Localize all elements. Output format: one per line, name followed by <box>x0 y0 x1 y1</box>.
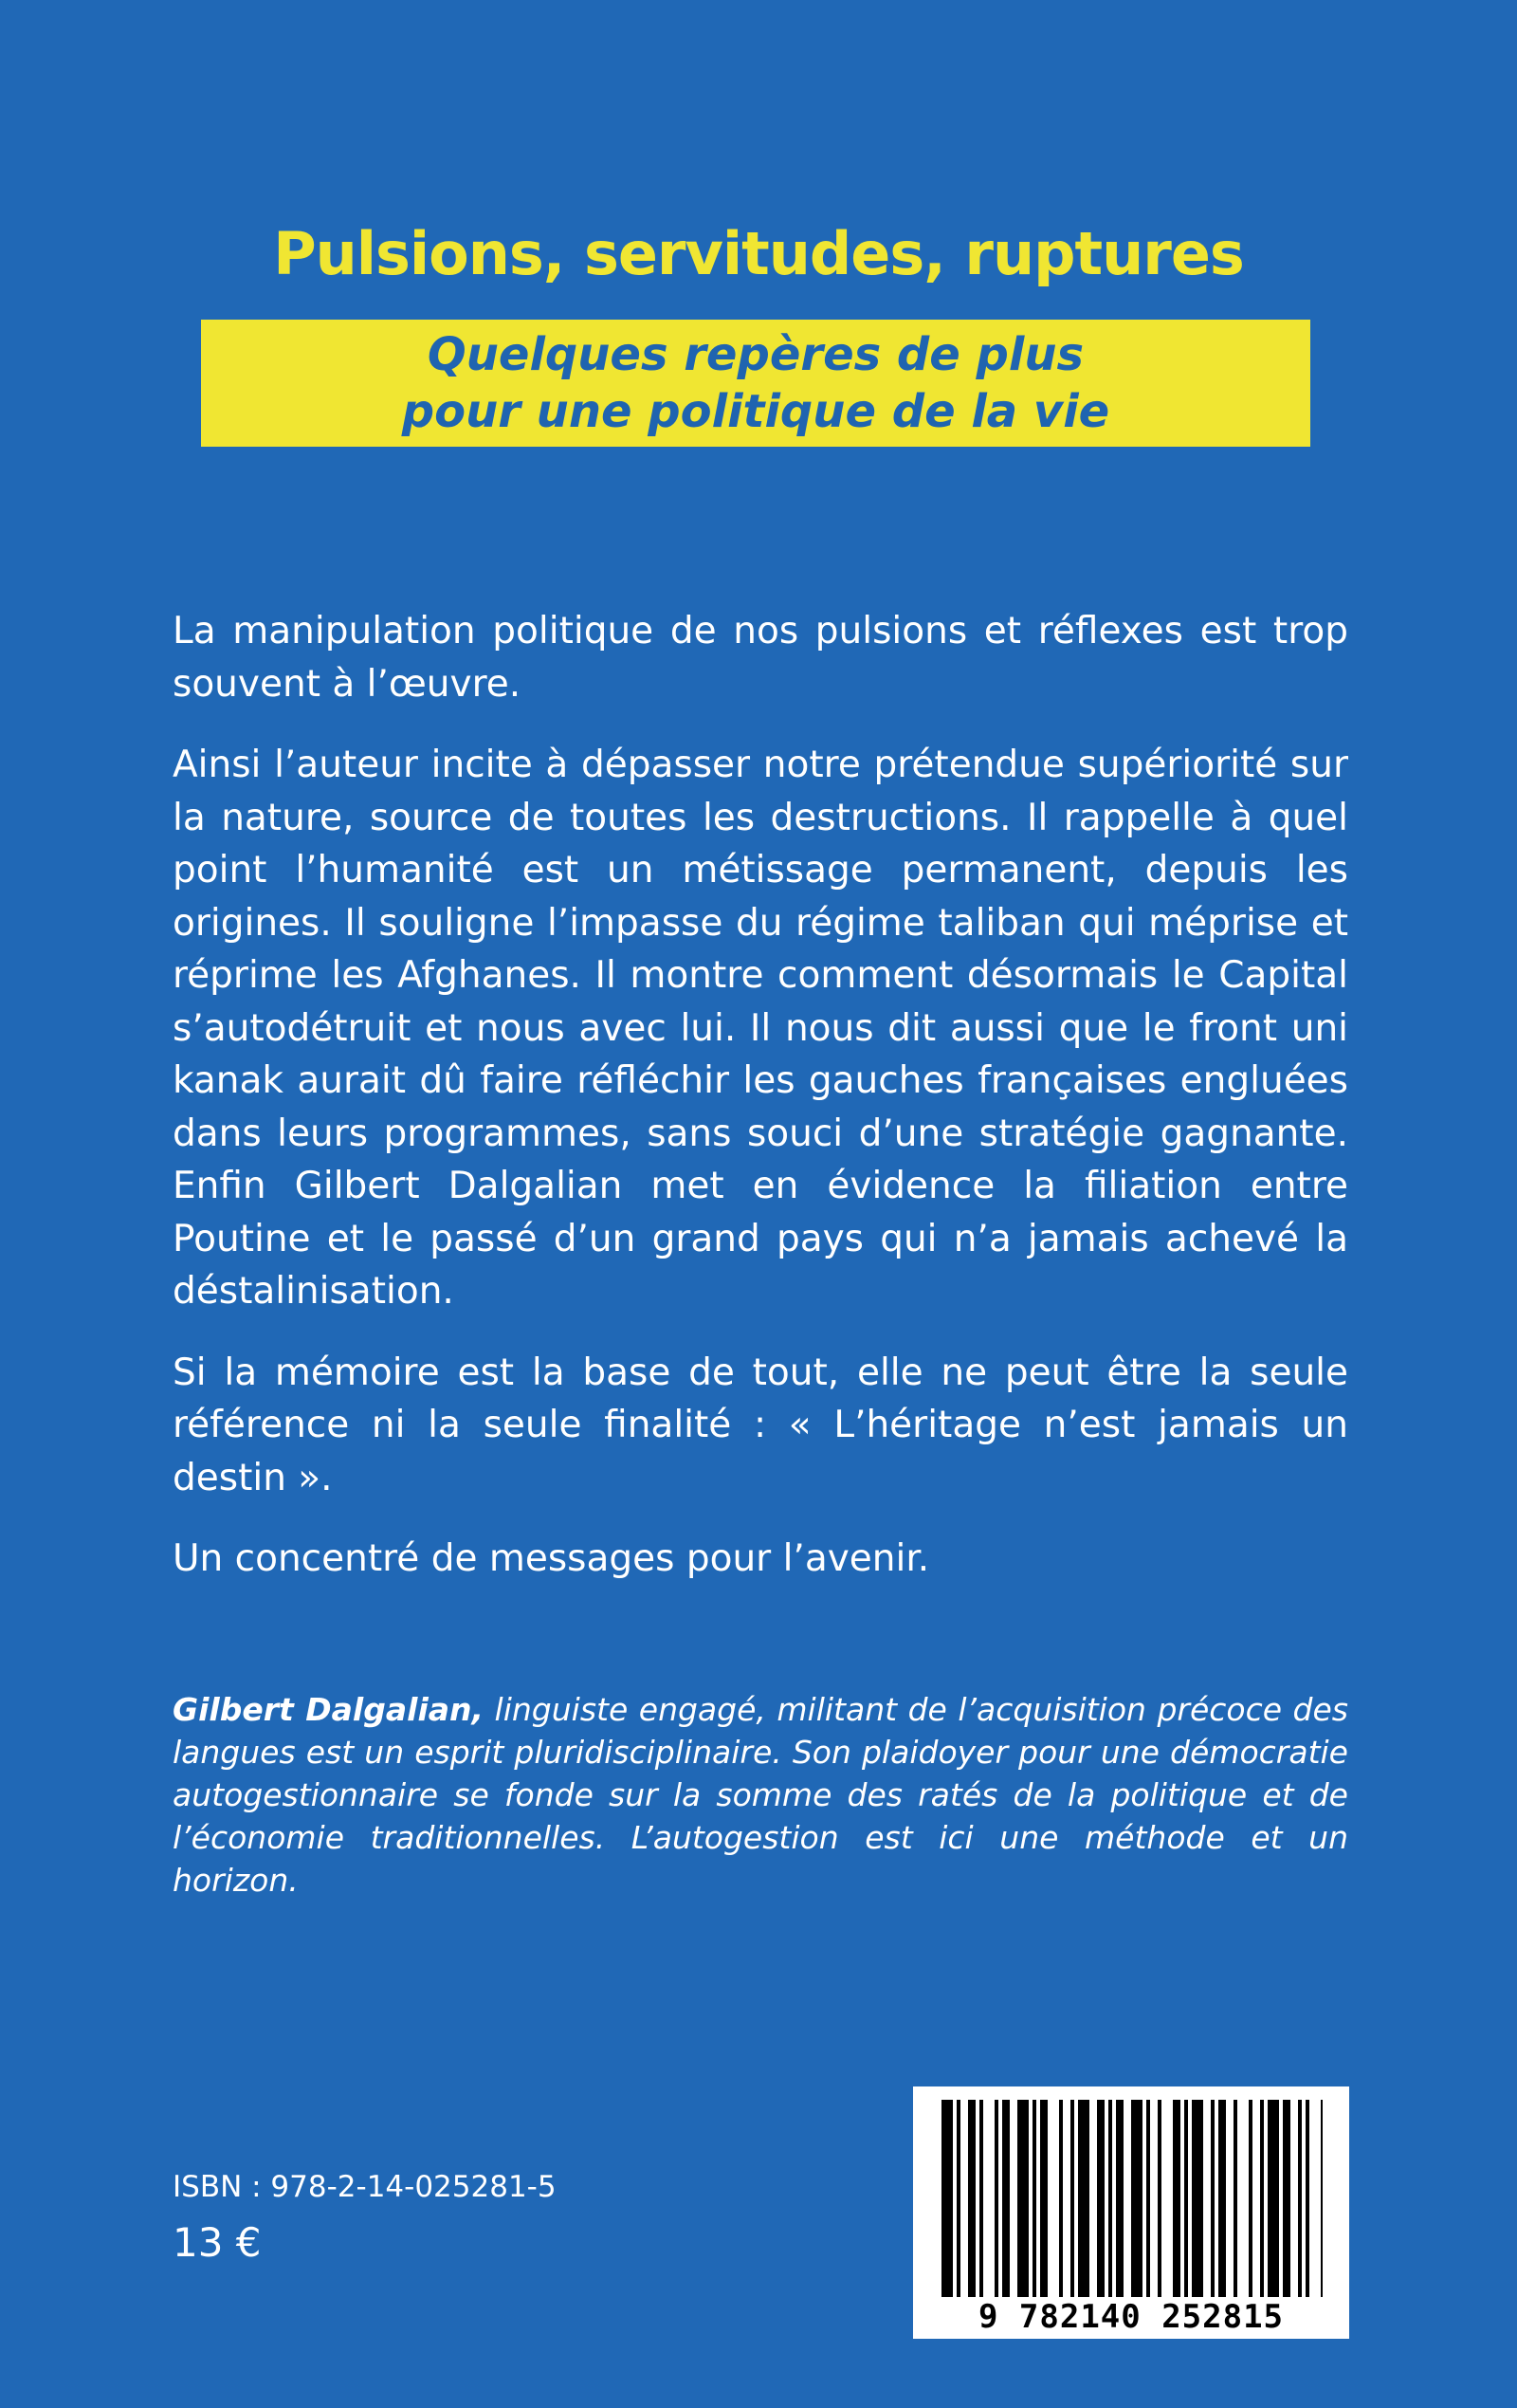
barcode-bar <box>1260 2100 1264 2297</box>
barcode-bar <box>1173 2100 1180 2297</box>
blurb-paragraph-2: Ainsi l’auteur incite à dépasser notre prétendue supériorité sur la nature, source de toutes les destructions. Il rappelle à quel point l’humanité est un métissage permanent, depuis les origines. Il souligne l’impasse du régime taliban qui méprise et réprime les Afghanes. Il montre comment désormais le Capital s’autodétruit et nous avec lui. Il nous dit aussi que le front uni kanak aurait dû faire réfléchir les gauches françaises engluées dans leurs programmes, sans souci d’une stratégie gagnante. Enfin Gilbert Dalgalian met en évidence la filiation entre Poutine et le passé d’un grand pays qui n’a jamais achevé la déstalinisation. <box>173 744 1348 1313</box>
blurb <box>173 605 1348 1614</box>
subtitle-line-2: pour une politique de la vie <box>401 385 1110 438</box>
barcode-bar <box>1321 2100 1323 2297</box>
barcode-bar <box>968 2100 976 2297</box>
price-label: 13 € <box>173 2219 262 2266</box>
book-title: Pulsions, servitudes, ruptures <box>273 219 1244 288</box>
isbn-label: ISBN : 978-2-14-025281-5 <box>173 2170 557 2204</box>
barcode-bar <box>957 2100 960 2297</box>
barcode-bar <box>1059 2100 1063 2297</box>
barcode-bar <box>1249 2100 1252 2297</box>
barcode-bar <box>1158 2100 1161 2297</box>
blurb-paragraph-4: Un concentré de messages pour l’avenir. <box>173 1537 930 1580</box>
barcode-bar <box>1218 2100 1226 2297</box>
barcode-bar <box>1033 2100 1036 2297</box>
barcode-bar <box>1131 2100 1142 2297</box>
barcode-bar <box>1017 2100 1029 2297</box>
blurb-paragraph-3: Si la mémoire est la base de tout, elle ne peut être la seule référence ni la seule finalité : « L’héritage n’est jamais un destin ». <box>173 1351 1348 1499</box>
barcode-bar <box>1146 2100 1150 2297</box>
barcode-digits: 9 782140 252815 <box>978 2298 1285 2336</box>
barcode-bar <box>1078 2100 1089 2297</box>
barcode-bar <box>1234 2100 1237 2297</box>
barcode-bar <box>1268 2100 1279 2297</box>
barcode-bar <box>1116 2100 1124 2297</box>
barcode-bar <box>1192 2100 1203 2297</box>
barcode-bar <box>941 2100 953 2297</box>
blurb-paragraph-1: La manipulation politique de nos pulsions et réflexes est trop souvent à l’œuvre. <box>173 610 1348 706</box>
barcode-bar <box>1097 2100 1105 2297</box>
barcode-bar <box>1298 2100 1302 2297</box>
barcode-bar <box>1306 2100 1309 2297</box>
barcode-bar <box>1283 2100 1290 2297</box>
barcode-bar <box>1108 2100 1112 2297</box>
barcode-bar <box>1211 2100 1215 2297</box>
barcode-bar <box>979 2100 983 2297</box>
barcode-bar <box>1002 2100 1010 2297</box>
barcode-bar <box>995 2100 998 2297</box>
barcode-bar <box>1070 2100 1074 2297</box>
barcode-bar <box>1184 2100 1188 2297</box>
author-bio <box>173 1688 1348 1902</box>
barcode <box>913 2086 1349 2339</box>
author-bio-text: linguiste engagé, militant de l’acquisition précoce des langues est un esprit pluridisciplinaire. Son plaidoyer pour une démocratie autogestionnaire se fonde sur la somme des ratés de la politique et de l’économie traditionnelles. L’autogestion est ici une méthode et un horizon. <box>173 1691 1348 1899</box>
barcode-bar <box>1040 2100 1048 2297</box>
subtitle-line-1: Quelques repères de plus <box>427 328 1085 381</box>
subtitle-band <box>201 320 1310 447</box>
author-name: Gilbert Dalgalian, <box>173 1691 484 1728</box>
